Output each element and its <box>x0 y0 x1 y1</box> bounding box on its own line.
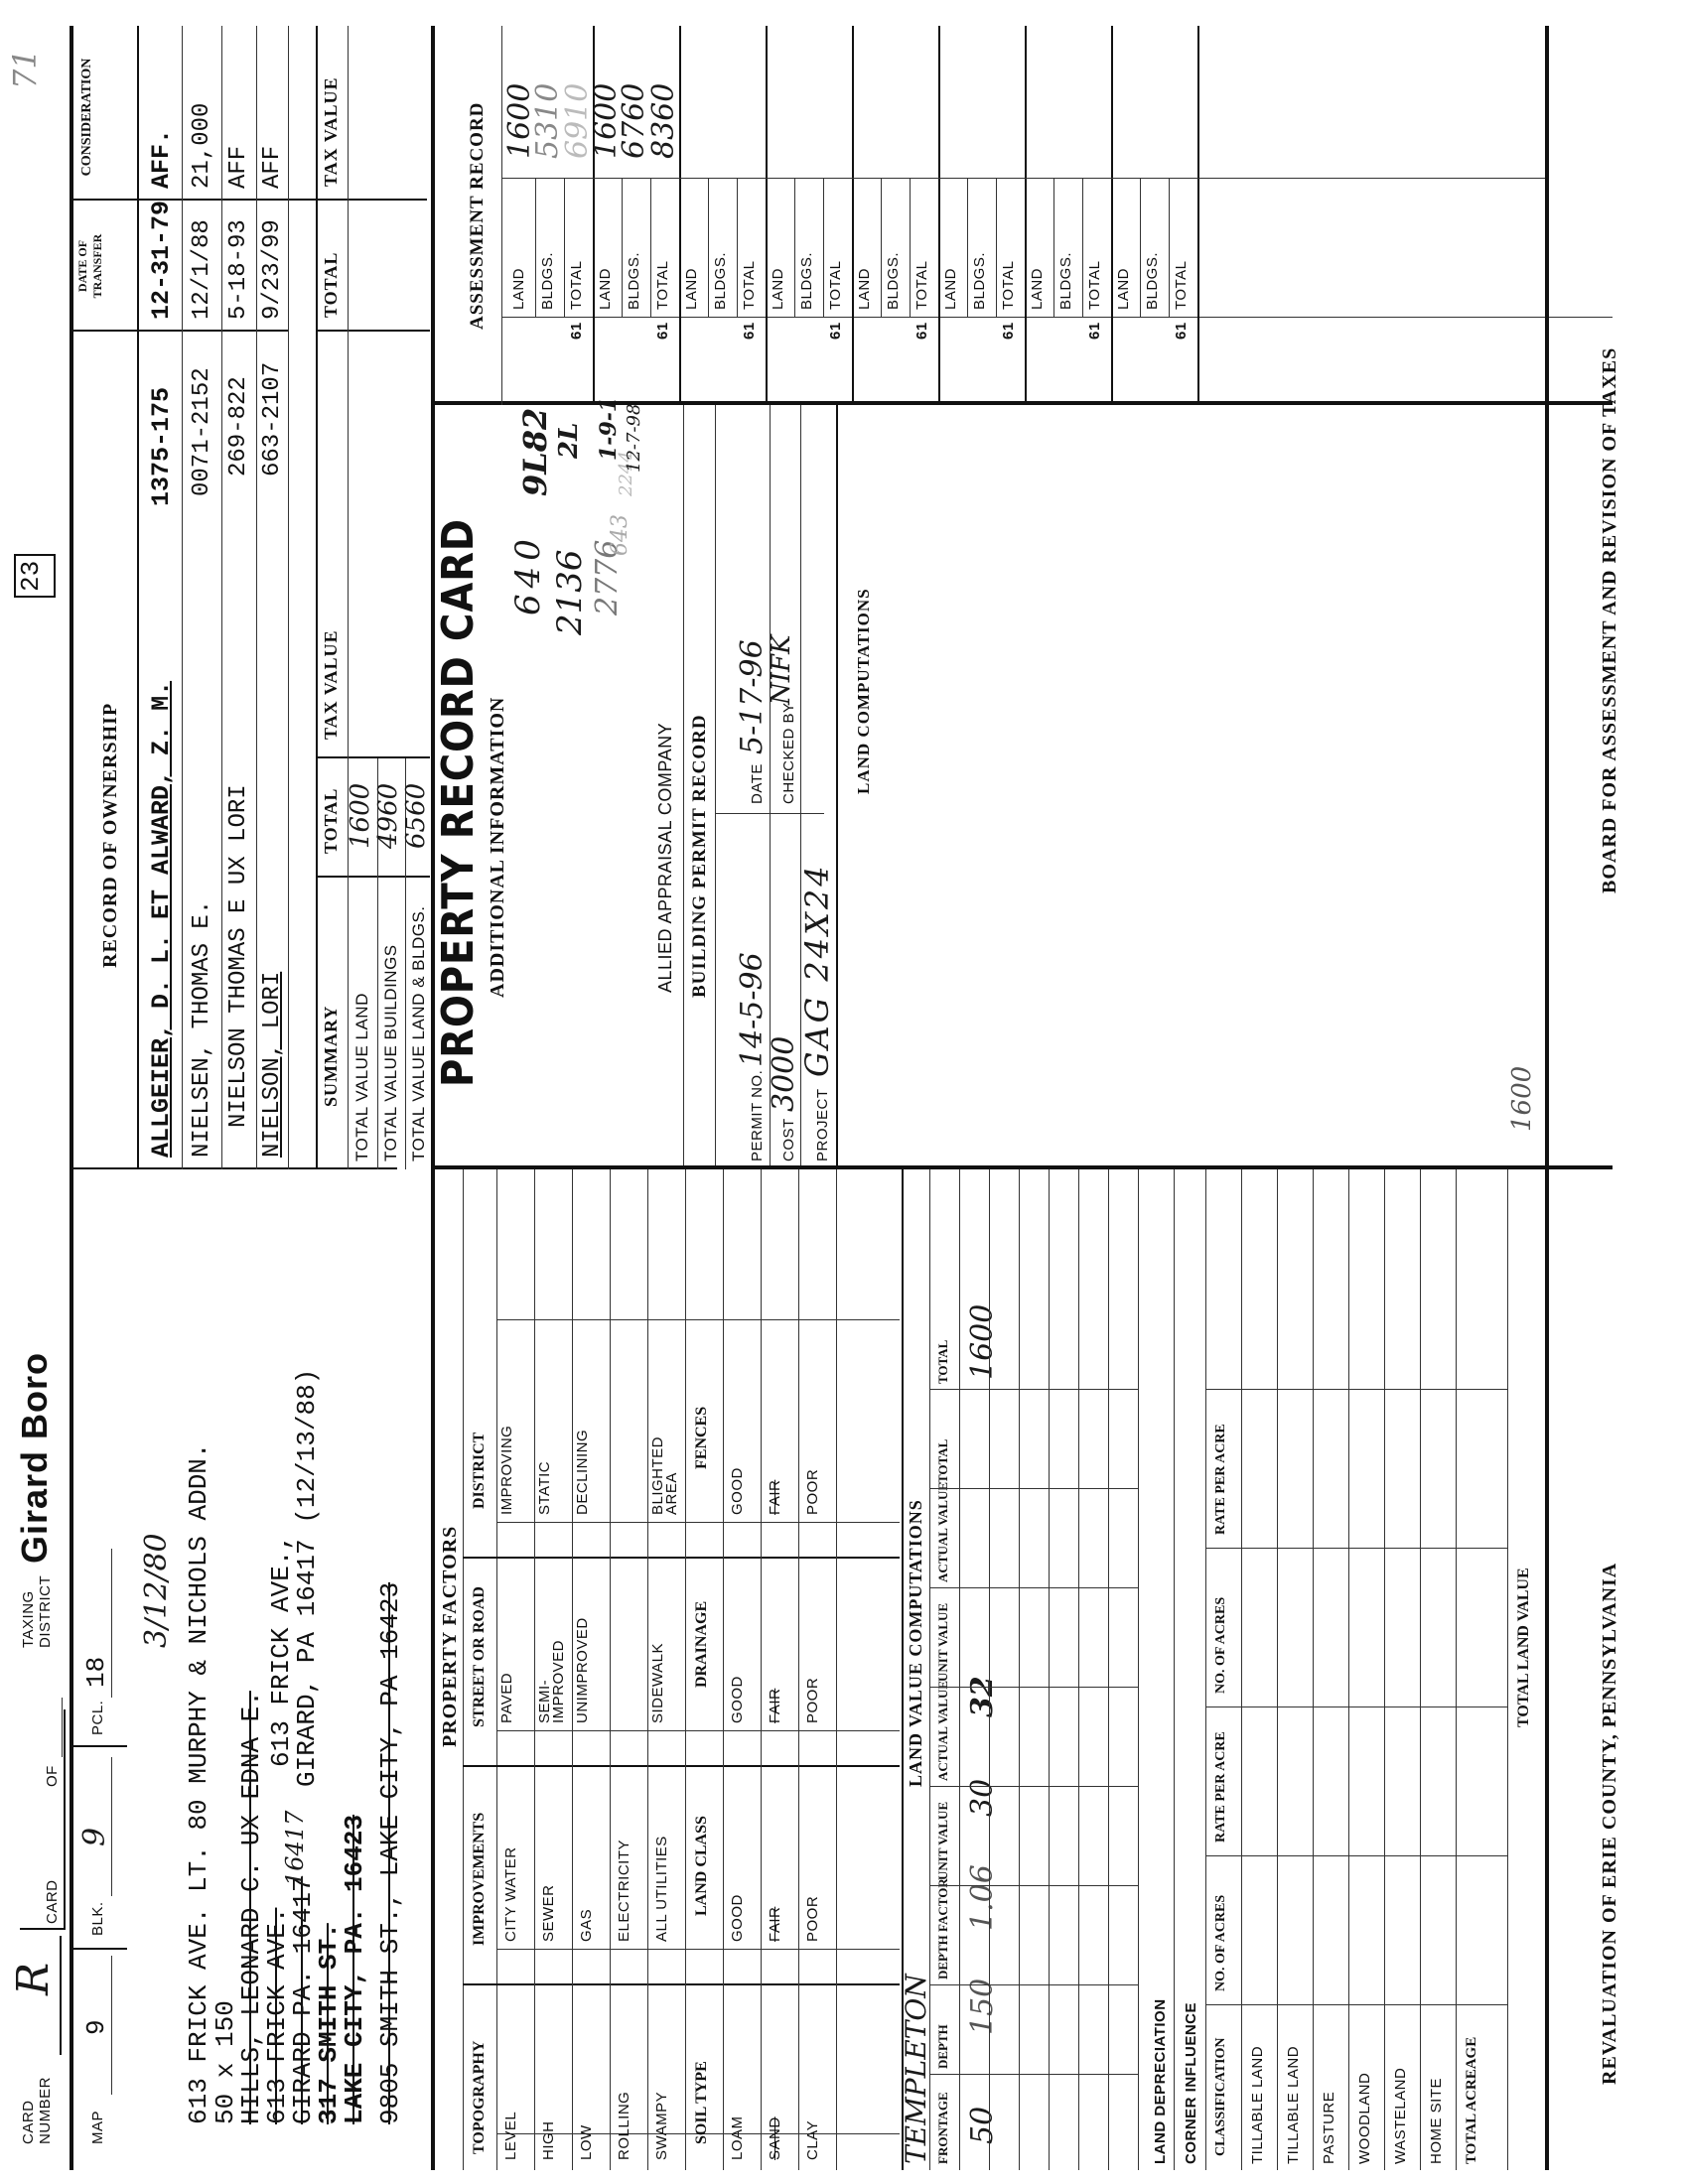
lv-col-unit-value: UNIT VALUE <box>935 1801 950 1880</box>
pcl-value: 18 <box>81 1656 111 1688</box>
assess-total-label: TOTAL <box>741 260 758 310</box>
lv-col-line <box>929 1786 1138 1787</box>
assess-total-label: TOTAL <box>827 260 844 310</box>
lv-depth-factor: 1.06 <box>965 1864 1000 1931</box>
assess-land-label: LAND <box>597 267 614 310</box>
assess-land-value: 1600 <box>502 82 537 159</box>
factors-title: PROPERTY FACTORS <box>439 1525 461 1747</box>
assess-code: 61 <box>1173 322 1190 340</box>
pcl-label: PCL. <box>89 1700 106 1735</box>
lv-col-actual-value-2: ACTUAL VALUE <box>935 1481 950 1582</box>
assessment-title: ASSESSMENT RECORD <box>467 101 488 330</box>
struck-line-5: LAKE CITY, PA. 16423 <box>340 1814 369 2124</box>
assess-line <box>794 179 795 318</box>
assess-block-line <box>1025 26 1027 405</box>
lv-col-line <box>929 1488 1138 1489</box>
struck-line-6: 9805 SMITH ST., LAKE CITY, PA 16423 <box>375 1581 405 2124</box>
assess-code: 61 <box>1086 322 1103 340</box>
owner-row-1-date: 12-31-79 <box>147 200 176 320</box>
lv-depth: 150 <box>965 1978 1000 2035</box>
assess-line <box>823 179 824 318</box>
fences-item: GOOD <box>729 1467 746 1515</box>
soil-header: SOIL TYPE <box>693 2061 710 2144</box>
acre-class: WASTELAND <box>1392 2067 1409 2164</box>
owner-row-2-owner: NIELSEN, THOMAS E. <box>189 899 215 1158</box>
owner-row-3-ref: 269-822 <box>225 376 252 477</box>
owner-row-1-consideration: AFF. <box>147 128 176 189</box>
soil-item: LOAM <box>729 2116 746 2160</box>
of-label: OF <box>44 1765 61 1787</box>
code-note-1: 9L82 <box>516 407 554 496</box>
factor-row-line <box>836 1169 837 2170</box>
card-label: CARD <box>44 1879 61 1924</box>
soil-item: SAND <box>767 2116 783 2160</box>
acre-col-header: RATE PER ACRE <box>1213 1731 1228 1843</box>
assess-total-label: TOTAL <box>913 260 930 310</box>
assess-line <box>622 179 623 318</box>
land-computations-label: LAND COMPUTATIONS <box>854 588 873 794</box>
district-item: STATIC <box>536 1460 553 1515</box>
lv-col-line <box>929 1687 1138 1688</box>
code-note-3: 1-9-1 <box>596 396 622 461</box>
project-label: PROJECT <box>814 1088 831 1161</box>
assess-land-label: LAND <box>510 267 527 310</box>
owner-row-4-ref: 663-2107 <box>259 361 286 477</box>
acre-col-line <box>1205 2004 1507 2005</box>
assess-total-label: TOTAL <box>1086 260 1103 310</box>
date-note: 3/12/80 <box>139 1533 174 1648</box>
assess-code: 61 <box>741 322 758 340</box>
improvement-item: GAS <box>578 1908 595 1942</box>
assess-total-label: TOTAL <box>654 260 671 310</box>
assess-block-line <box>1111 26 1113 405</box>
owner-row-4-owner: NIELSON, LORI <box>259 971 286 1158</box>
assess-total-label: TOTAL <box>1173 260 1190 310</box>
lv-total: 1600 <box>965 1303 1000 1380</box>
assess-block-line <box>938 26 940 405</box>
factor-row-line <box>572 1169 573 2170</box>
acre-class: PASTURE <box>1321 2091 1337 2164</box>
topography-level: LEVEL <box>502 2111 519 2160</box>
topography-rolling: ROLLING <box>616 2091 632 2160</box>
checked-by: NIFK <box>767 634 796 705</box>
record-card-title: PROPERTY RECORD CARD <box>433 518 484 1087</box>
assess-bldgs-label: BLDGS. <box>712 251 729 310</box>
factor-row-line <box>647 1169 648 2170</box>
owner-row-3-owner: NIELSON THOMAS E UX LORI <box>225 784 252 1128</box>
topography-header: TOPOGRAPHY <box>471 2040 488 2154</box>
blk-value: 9 <box>77 1827 112 1846</box>
landclass-header: LAND CLASS <box>693 1816 710 1916</box>
summary-total-header: TOTAL <box>321 787 341 854</box>
lv-row-line <box>1138 1169 1139 2170</box>
additional-info-label: ADDITIONAL INFORMATION <box>487 696 508 998</box>
acre-col-header: RATE PER ACRE <box>1213 1424 1228 1535</box>
assess-line <box>564 179 565 318</box>
acre-col-line <box>1205 1855 1507 1856</box>
acre-class: TILLABLE LAND <box>1249 2045 1266 2164</box>
hand-zip: 16417 <box>281 1810 309 1886</box>
cost: 3000 <box>767 1035 801 1112</box>
appraisal-company: ALLIED APPRAISAL COMPANY <box>655 722 675 993</box>
assess-bldgs-value: 6760 <box>617 82 651 159</box>
assess-line <box>967 179 968 318</box>
total-acreage: TOTAL ACREAGE <box>1464 2036 1479 2164</box>
assess-land-label: LAND <box>1029 267 1046 310</box>
lv-col-unit-value-2: UNIT VALUE <box>935 1602 950 1682</box>
acre-line <box>1348 1169 1349 2170</box>
transfer-col-header: DATE OF TRANSFER <box>75 233 104 299</box>
assess-total-label: TOTAL <box>1000 260 1017 310</box>
footer-left: REVALUATION OF ERIE COUNTY, PENNSYLVANIA <box>1599 1562 1620 2085</box>
assess-code: 61 <box>568 322 585 340</box>
lv-col-depth-factor: DEPTH FACTOR <box>935 1878 950 1979</box>
tax-value-3: 2776 <box>590 539 625 615</box>
acre-col-line <box>1205 1389 1507 1390</box>
landclass-item: GOOD <box>729 1894 746 1942</box>
tax-value-faint-1: 643 <box>608 514 632 556</box>
assess-total-value: 6910 <box>560 82 595 159</box>
taxing-district-label: TAXING DISTRICT <box>20 1574 54 1648</box>
factor-row-line <box>534 1169 535 2170</box>
district-header: DISTRICT <box>471 1432 488 1509</box>
acre-line <box>1277 1169 1278 2170</box>
assess-bldgs-label: BLDGS. <box>539 251 556 310</box>
drainage-item: POOR <box>804 1677 821 1723</box>
corner-number: 71 <box>6 49 44 89</box>
checked-by-label: CHECKED BY <box>780 702 797 804</box>
landclass-item: FAIR <box>767 1906 783 1942</box>
factor-row-line <box>723 1169 724 2170</box>
assess-bldgs-label: BLDGS. <box>626 251 642 310</box>
street-header: STREET OR ROAD <box>471 1586 488 1727</box>
card-box-number: 23 <box>16 560 46 592</box>
assess-land-label: LAND <box>856 267 873 310</box>
acre-line <box>1420 1169 1421 2170</box>
owner-row-3-date: 5-18-93 <box>225 219 252 320</box>
card-number-label: CARD NUMBER <box>20 2076 54 2144</box>
building-permit-label: BUILDING PERMIT RECORD <box>689 714 710 998</box>
summary-title: SUMMARY <box>321 1005 341 1107</box>
acre-col-header: NO. OF ACRES <box>1213 1596 1228 1694</box>
assess-block-line <box>852 26 854 405</box>
assess-code: 61 <box>1000 322 1017 340</box>
summary-row-1-label: TOTAL VALUE LAND <box>352 993 371 1161</box>
struck-line-3: GIRARD PA. 16417 <box>288 1876 318 2124</box>
acre-line <box>1205 1169 1206 2170</box>
lv-col-depth: DEPTH <box>935 2024 950 2069</box>
acre-line <box>1313 1169 1314 2170</box>
assess-code: 61 <box>654 322 671 340</box>
permit-date: 5-17-96 <box>735 639 770 754</box>
acre-col-header: NO. OF ACRES <box>1213 1894 1228 1991</box>
acre-col-line <box>1205 1706 1507 1707</box>
acre-col-line <box>1205 1548 1507 1549</box>
code-note-4: 12-7-98 <box>624 403 644 473</box>
drainage-item: GOOD <box>729 1676 746 1723</box>
fences-item: POOR <box>804 1468 821 1515</box>
assess-bldgs-value: 5310 <box>530 82 565 159</box>
description-line1: 613 FRICK AVE. LT. 80 MURPHY & NICHOLS ADDN. <box>184 1442 213 2124</box>
lv-col-line <box>929 1984 1138 1985</box>
landclass-item: POOR <box>804 1895 821 1942</box>
summary-total2-header: TOTAL <box>321 251 341 318</box>
lv-row-line <box>1108 1169 1109 2170</box>
district-item: BLIGHTED AREA <box>649 1435 680 1515</box>
factor-row-line <box>685 1169 686 2170</box>
acre-class: TILLABLE LAND <box>1285 2045 1302 2164</box>
struck-line-4: 317 SMITH ST. <box>314 1923 344 2124</box>
factor-row-line <box>610 1169 611 2170</box>
corner-influence: CORNER INFLUENCE <box>1183 2001 1199 2164</box>
improvements-header: IMPROVEMENTS <box>471 1812 488 1946</box>
owner-row-1-owner: ALLGEIER, D. L. ET ALWARD, Z. M. <box>147 680 176 1158</box>
owner-row-3-consideration: AFF <box>225 145 252 189</box>
lv-col-line <box>929 1587 1138 1588</box>
fences-header: FENCES <box>693 1406 710 1469</box>
assess-block-line <box>766 26 768 405</box>
assess-line <box>881 179 882 318</box>
total-land-value-amount: 1600 <box>1507 1065 1537 1132</box>
lv-col-actual-value: ACTUAL VALUE <box>935 1680 950 1781</box>
summary-row-1-total: 1600 <box>346 782 375 849</box>
summary-row-2-label: TOTAL VALUE BUILDINGS <box>381 944 400 1161</box>
assess-land-value: 1600 <box>589 82 624 159</box>
assess-land-label: LAND <box>1115 267 1132 310</box>
assess-line <box>996 179 997 318</box>
assess-line <box>708 179 709 318</box>
assess-col-line <box>501 178 1545 179</box>
assess-line <box>650 179 651 318</box>
permit-date-label: DATE <box>749 763 766 804</box>
ownership-title: RECORD OF OWNERSHIP <box>99 702 121 968</box>
assess-line <box>910 179 911 318</box>
assess-line <box>1053 179 1054 318</box>
acre-line <box>1507 1169 1508 2170</box>
code-note-2: 2L <box>554 422 584 459</box>
summary-row-2-total: 4960 <box>373 782 403 849</box>
owner-row-4-date: 9/23/99 <box>259 219 286 320</box>
map-value: 9 <box>81 2019 111 2035</box>
improvement-item: SEWER <box>540 1884 557 1942</box>
factor-row-line <box>798 1169 799 2170</box>
tax-value-2: 2136 <box>550 549 590 635</box>
acre-class: HOME SITE <box>1428 2077 1445 2164</box>
improvement-item: CITY WATER <box>502 1846 519 1942</box>
assess-line <box>1169 179 1170 318</box>
assess-total-label: TOTAL <box>568 260 585 310</box>
acre-line <box>1456 1169 1457 2170</box>
summary-tax-header: TAX VALUE <box>321 629 341 740</box>
lv-actual-value: 32 <box>965 1676 1000 1717</box>
tax-value-faint-2: 2244 <box>616 451 636 496</box>
acre-class: WOODLAND <box>1356 2072 1373 2164</box>
owner-row-1-ref: 1375-175 <box>147 386 176 506</box>
drainage-item: FAIR <box>767 1688 783 1723</box>
improvement-item: ELECTRICITY <box>616 1839 632 1942</box>
street-item: SEMI- IMPROVED <box>536 1639 567 1723</box>
permit-no-label: PERMIT NO. <box>749 1069 766 1161</box>
assess-line <box>1140 179 1141 318</box>
summary-row-3-label: TOTAL VALUE LAND & BLDGS. <box>409 905 428 1161</box>
lv-col-total: TOTAL <box>935 1438 950 1483</box>
owner-row-4-consideration: AFF <box>259 145 286 189</box>
assess-bldgs-label: BLDGS. <box>971 251 988 310</box>
acre-col-header: CLASSIFICATION <box>1213 2037 1228 2156</box>
topography-high: HIGH <box>540 2120 557 2160</box>
map-label: MAP <box>89 2110 106 2144</box>
street-item: UNIMPROVED <box>574 1617 591 1723</box>
current-address-line2: GIRARD, PA 16417 (12/13/88) <box>292 1368 322 1787</box>
assess-bldgs-label: BLDGS. <box>885 251 902 310</box>
current-address-line1: 613 FRICK AVE., <box>266 1534 296 1767</box>
soil-item: CLAY <box>804 2119 821 2160</box>
assess-land-label: LAND <box>942 267 959 310</box>
total-land-value: TOTAL LAND VALUE <box>1515 1568 1532 1727</box>
struck-line-2: 613 FRICK AVE. <box>262 1907 292 2124</box>
owner-row-2-consideration: 21,000 <box>189 102 215 189</box>
description-line2: 50 x 150 <box>210 2000 240 2124</box>
lv-frontage: 50 <box>965 2106 1000 2144</box>
owner-row-2-date: 12/1/88 <box>189 219 215 320</box>
consideration-col-header: CONSIDERATION <box>79 58 94 177</box>
lv-row-line <box>1049 1169 1050 2170</box>
topography-low: LOW <box>578 2124 595 2160</box>
blk-label: BLK. <box>89 1901 106 1936</box>
land-value-title: LAND VALUE COMPUTATIONS <box>906 1499 925 1787</box>
owner-row-2-ref: 0071-2152 <box>189 367 215 496</box>
lv-row-line <box>1019 1169 1020 2170</box>
assess-block-line <box>1197 26 1199 405</box>
lv-col-frontage: FRONTAGE <box>935 2092 950 2164</box>
district-item: DECLINING <box>574 1429 591 1515</box>
assess-line <box>1082 179 1083 318</box>
lv-col-total-2: TOTAL <box>935 1339 950 1384</box>
acre-line <box>1384 1169 1385 2170</box>
assess-code: 61 <box>827 322 844 340</box>
cost-label: COST <box>780 1118 797 1161</box>
project: GAG 24X24 <box>798 863 836 1077</box>
summary-tax2-header: TAX VALUE <box>321 76 341 187</box>
lv-unit-value: 30 <box>965 1778 1000 1817</box>
acre-line <box>1174 1169 1175 2170</box>
fences-item: FAIR <box>767 1479 783 1515</box>
land-depreciation: LAND DEPRECIATION <box>1152 1998 1169 2164</box>
lv-row-line <box>1078 1169 1079 2170</box>
tax-value-1: 640 <box>508 533 548 615</box>
district-item: IMPROVING <box>498 1425 515 1515</box>
lv-col-line <box>929 1885 1138 1886</box>
assess-bldgs-label: BLDGS. <box>1057 251 1074 310</box>
lv-row-line <box>989 1169 990 2170</box>
footer-right: BOARD FOR ASSESSMENT AND REVISION OF TAXES <box>1599 346 1620 893</box>
assess-line <box>737 179 738 318</box>
improvement-item: ALL UTILITIES <box>653 1836 670 1942</box>
factor-row-line <box>761 1169 762 2170</box>
street-item: PAVED <box>498 1672 515 1723</box>
summary-row-3-total: 6560 <box>401 782 431 849</box>
lv-col-line <box>929 1389 1138 1390</box>
permit-no: 14-5-96 <box>735 952 770 1067</box>
acre-line <box>1241 1169 1242 2170</box>
assess-bldgs-label: BLDGS. <box>798 251 815 310</box>
assess-land-label: LAND <box>683 267 700 310</box>
assess-line <box>535 179 536 318</box>
lv-col-line <box>929 2074 1138 2075</box>
assess-total-value: 8360 <box>646 82 681 159</box>
drainage-header: DRAINAGE <box>693 1600 710 1688</box>
assess-code: 61 <box>913 322 930 340</box>
card-written: R <box>8 1962 59 1995</box>
taxing-district: Girard Boro <box>14 1351 55 1564</box>
topography-swampy: SWAMPY <box>653 2091 670 2160</box>
street-item: SIDEWALK <box>649 1643 666 1723</box>
struck-line-1: HILLS, LEONARD C. UX EDNA E. <box>236 1691 266 2124</box>
assess-bldgs-label: BLDGS. <box>1144 251 1161 310</box>
appraiser: TEMPLETON <box>900 1974 932 2164</box>
assess-land-label: LAND <box>770 267 786 310</box>
